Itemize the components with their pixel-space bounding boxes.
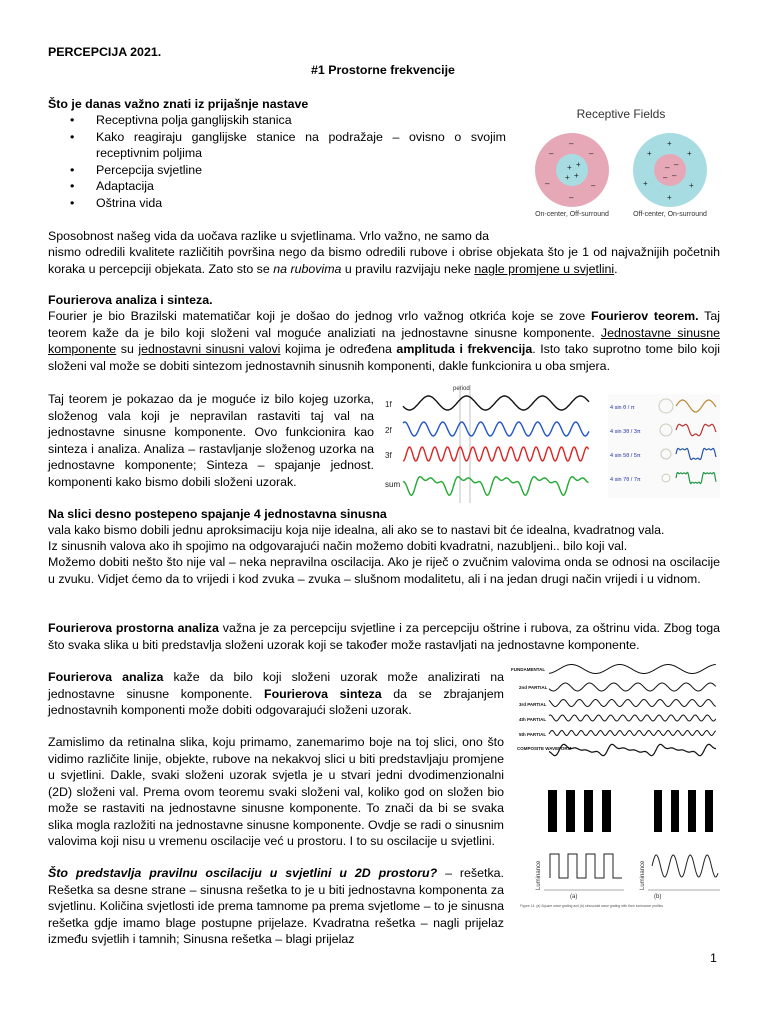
wave-1f (403, 396, 589, 410)
partial-label: 4th PARTIAL (519, 717, 547, 722)
para1-text-b: u pravilu razvijaju neke (341, 261, 475, 276)
svg-text:+: + (687, 149, 692, 158)
partial-wave-3 (549, 700, 716, 707)
luminance-label-b: Luminance (640, 860, 646, 890)
luminance-label-a: Luminance (536, 860, 542, 890)
para1-underlined: nagle promjene u svjetlini (474, 261, 615, 276)
row-label-3f: 3f (385, 451, 392, 460)
svg-text:+: + (689, 181, 694, 190)
document-title: PERCEPCIJA 2021. (48, 45, 162, 59)
partials-figure (511, 662, 720, 772)
grating-label-b: (b) (654, 894, 662, 900)
grating-paragraph (48, 865, 504, 948)
term-label: 4 sin 5θ / 5π (610, 453, 641, 459)
svg-text:–: – (569, 193, 574, 202)
wave-composition-figure (381, 381, 593, 509)
grating-caption: Figure 14. (a) Square wave grating and (b) sinusoidal wave grating with their luminance profiles (520, 904, 664, 908)
svg-text:+: + (567, 163, 572, 172)
term-label: 4 sin 7θ / 7π (610, 477, 641, 483)
list-item: • Receptivna polja ganglijskih stanica (48, 112, 506, 129)
partial-wave-1 (549, 665, 716, 674)
para1-body (48, 244, 720, 277)
fourier-paragraph (48, 308, 720, 374)
para1-line1: Sposobnost našeg vida da uočava razlike u svjetlinama. Vrlo važno, ne samo da (48, 229, 490, 243)
svg-text:–: – (545, 179, 550, 188)
partial-wave-2 (549, 683, 716, 691)
fourier-text-a: Fourier je bio Brazilski matematičar koji je došao do jednog vrlo važnog otkrića koje se zove (48, 309, 591, 323)
fourier-underlined-2: jednostavni sinusni valovi (138, 342, 281, 356)
svg-text:–: – (591, 181, 596, 190)
svg-text:+: + (643, 179, 648, 188)
partial-label: COMPOSITE WAVEFORM (517, 746, 572, 751)
grating-text: – rešetka. Rešetka sa desne strane – sinusna rešetka to je u biti jednostavna komponenta za svjetlinu. Količina svjetlosti ide prema tamnome pa prema svjetlome – to je sinusna rešetka gdje imamo blage postupne prijelaze. Kvadratna rešetka – nagli prijelaz između svjetlih i tamnih; Sinusna rešetka – blagi prijelaz (48, 866, 504, 946)
section-title: #1 Prostorne frekvencije (311, 63, 455, 77)
fourier-text-g: kojima je određena (280, 342, 397, 356)
svg-text:+: + (565, 173, 570, 182)
period-label: period (453, 386, 470, 392)
para1-italic: na rubovima (273, 261, 342, 276)
grating-question: Što predstavlja pravilnu oscilaciju u svjetlini u 2D prostoru? (48, 866, 438, 880)
row-label-2f: 2f (385, 426, 392, 435)
list-item: • Oštrina vida (48, 195, 506, 212)
square-para-line2: vala kako bismo dobili jednu aproksimaciju koja nije idealna, ali ako se to nastavi bit će idealna, kvadratnog vala. (48, 523, 665, 537)
svg-text:–: – (674, 160, 679, 169)
term-label: 4 sin θ / π (610, 405, 635, 411)
spatial-bold: Fourierova prostorna analiza (48, 621, 219, 635)
analysis-text: kaže da bilo koji složeni uzorak može analizirati na jednostavne sinusne komponente. (48, 670, 504, 701)
partial-label: FUNDAMENTAL (511, 667, 546, 672)
square-profile (550, 854, 622, 878)
term-label: 4 sin 3θ / 3π (610, 429, 641, 435)
composite-wave (549, 744, 716, 755)
fourier-bold: amplituda i frekvencija (396, 342, 533, 356)
para1-text-a: nismo odredili kvalitete različitih površina nego da bismo odredili rubove i obrise objekata što je 1 od najvažnijih početnih koraka u percepciji objekata. Zato sto se (48, 245, 720, 276)
svg-text:+: + (576, 160, 581, 169)
fourier-underlined-1: Jednostavne sinusne komponente (48, 325, 720, 356)
sine-grating (654, 790, 713, 832)
square-grating (548, 790, 611, 832)
wave-sum (403, 477, 589, 496)
receptive-fields-title: Receptive Fields (576, 107, 666, 121)
para1-end: . (614, 261, 618, 276)
receptive-fields-figure (521, 96, 721, 220)
partial-wave-5 (549, 731, 716, 736)
svg-text:+: + (667, 193, 672, 202)
square-para-line4: Možemo dobiti nešto što nije val – neka nepravilna oscilacija. Ako je riječ o zvučnim valovima onda se odnosi na oscilacije u zvuku. Vidjet ćemo da to vrijedi i kod zvuka – zvuka – slušnom modalitetu, ali i na jedan drugi način vrijedi i u vidnom. (48, 555, 720, 586)
analysis-bold: Fourierova analiza (48, 670, 164, 684)
partial-label: 2nd PARTIAL (519, 685, 548, 690)
intro-heading: Što je danas važno znati iz prijašnje nastave (48, 97, 309, 111)
partial-label: 3rd PARTIAL (519, 702, 547, 707)
svg-text:–: – (589, 149, 594, 158)
svg-text:–: – (549, 149, 554, 158)
spatial-text: važna je za percepciju svjetline i za percepciju oštrine i rubova, za oštrinu vida. Zbog toga što svaka slika u biti predstavlja složeni uzorak koji se također može rastavljati na jednostavne komponente. (48, 621, 721, 652)
svg-text:–: – (665, 163, 670, 172)
theorem-paragraph: Taj teorem je pokazao da je moguće iz bilo kojeg uzorka, složenog vala koji je nepravilan rastaviti taj val na jednostavne sinusne komponente. Ovo funkcionira kao sinteza i analiza. Analiza – rastavljanje složenog uzorka na jednostavne komponente; Sinteza – spajanje jednost. komponenti kako bismo dobili složeni uzorak. (48, 392, 374, 489)
svg-text:–: – (672, 171, 677, 180)
svg-text:–: – (569, 139, 574, 148)
row-label-sum: sum (385, 480, 401, 489)
wave-2f (403, 422, 589, 436)
svg-text:+: + (647, 149, 652, 158)
partial-labels (511, 667, 572, 751)
on-center-inner (556, 154, 588, 186)
spatial-paragraph (48, 620, 720, 653)
svg-text:+: + (667, 139, 672, 148)
gratings-figure (516, 786, 724, 910)
square-para-line3: Iz sinusnih valova ako ih spojimo na odgovarajući način možemo dobiti kvadratni, nazubljeni.. bilo koji val. (48, 539, 628, 553)
on-center-label: On-center, Off-surround (535, 211, 609, 218)
sine-profile (652, 855, 718, 877)
fourier-text-i: . Isto tako suprotno tome bilo koji složeni val može se dobiti sintezom jednostavnih sinusnih komponenti, dakle funkcionira u oba smjera. (48, 342, 720, 373)
synthesis-text: da se zbrajanjem jednostavnih komponenti može dobiti odgovarajući složeni uzorak. (48, 686, 504, 717)
retina-paragraph: Zamislimo da retinalna slika, koju primamo, zanemarimo boje na toj slici, ono što vidimo različite linije, objekte, rubove na nekakvoj slici u biti predstavljaju promjene u svjetlini. Dakle, svaki složeni uzorak svjetla je u stvari jedni dvodimenzionalni (2D) složeni val. Prema ovom teoremu svaki složeni val, koliko god on složen bio može se rastaviti na jednostavne sinusne komponente. To znači da bi se svaka slika mogla razložiti na jednostavne sinusne komponente. Ovdje se radi o sinusnim valovima koji nisu u vremenu oscilacije već u prostoru. I to su oscilacije u svjetlini. (48, 735, 504, 848)
fourier-text-c: Taj teorem kaže da je bilo koji složeni val moguće analiziati na jednostavne sinusne komponente. (48, 309, 720, 340)
list-item: • Percepcija svjetline (48, 162, 506, 179)
intro-bullet-list (48, 112, 506, 211)
svg-text:+: + (574, 171, 579, 180)
list-item: • Adaptacija (48, 178, 506, 195)
fourier-term: Fourierov teorem. (590, 309, 699, 323)
off-center-label: Off-center, On-surround (633, 211, 707, 218)
fourier-heading: Fourierova analiza i sinteza. (48, 293, 213, 307)
square-wave-figure (608, 394, 720, 498)
page-number: 1 (710, 951, 717, 965)
row-label-1f: 1f (385, 400, 392, 409)
partial-wave-4 (549, 715, 716, 721)
analysis-paragraph (48, 669, 504, 719)
partial-label: 5th PARTIAL (519, 732, 547, 737)
period-markers (460, 385, 470, 503)
off-center-inner (654, 154, 686, 186)
wave-3f (403, 447, 589, 461)
grating-label-a: (a) (570, 894, 578, 900)
fourier-text-e: su (116, 342, 139, 356)
square-para-line1: Na slici desno postepeno spajanje 4 jednostavna sinusna (48, 507, 387, 521)
list-item: • Kako reagiraju ganglijske stanice na podražaje – ovisno o svojim receptivnim poljima (48, 129, 506, 162)
synthesis-bold: Fourierova sinteza (264, 686, 382, 701)
svg-text:–: – (663, 173, 668, 182)
